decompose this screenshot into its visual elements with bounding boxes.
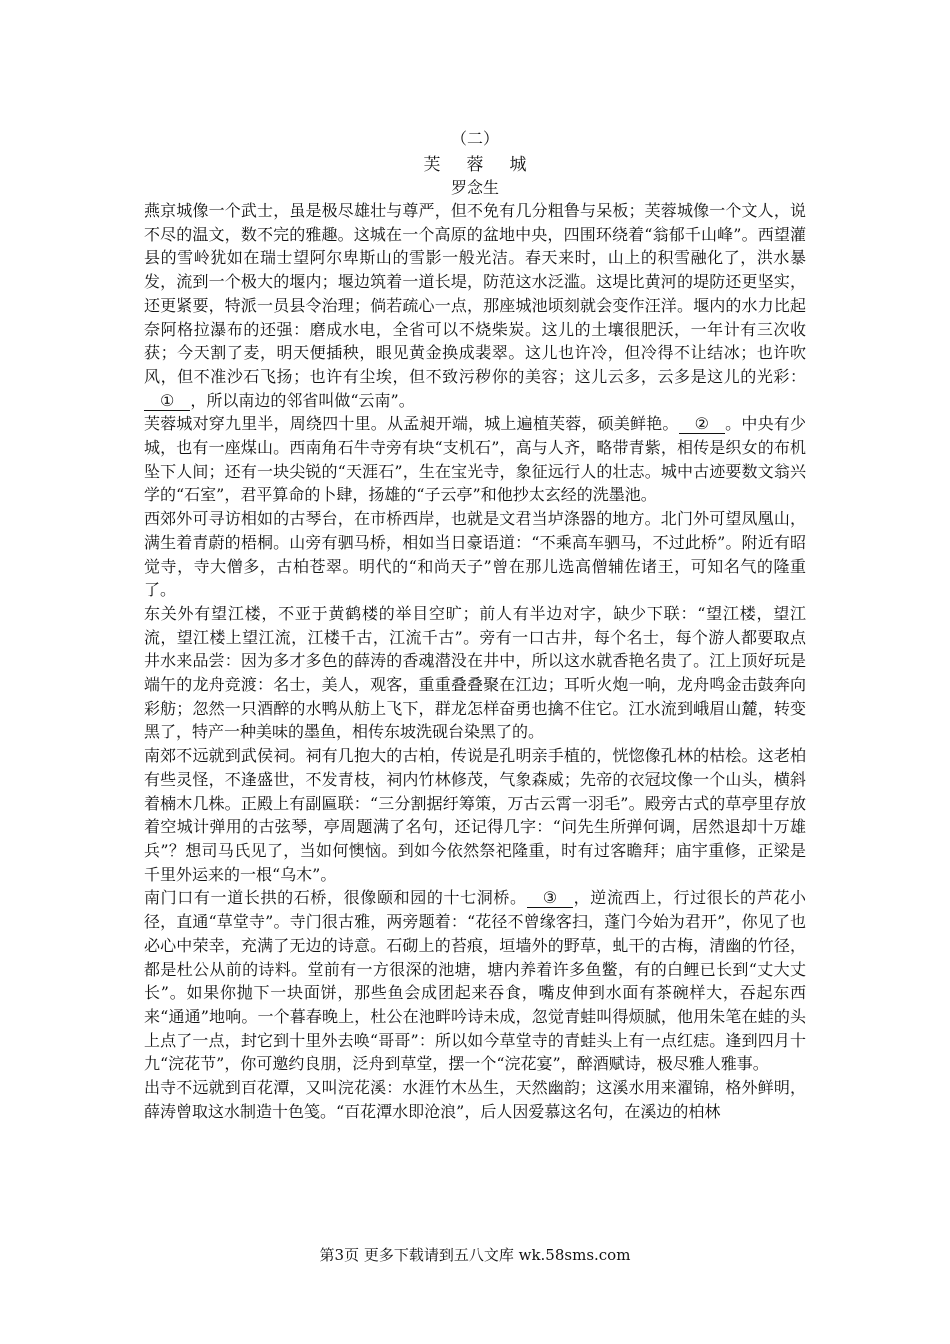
paragraph: 芙蓉城对穿九里半，周绕四十里。从孟昶开端，城上遍植芙蓉，硕美鲜艳。 ② 。中央有少城，也有一座煤山。西南角石牛寺旁有块“支机石”，高与人齐，略带青紫，相传是织女的布机坠下人间；还有一块尖锐的“天涯石”，生在宝光寺，象征远行人的壮志。城中古迹要数文翁兴学的“石室”，君平算命的卜肆，扬雄的“子云亭”和他抄太玄经的洗墨池。 <box>144 414 806 505</box>
page-footer: 第3页 更多下载请到五八文库 wk.58sms.com <box>319 1246 631 1264</box>
section-number: （二） <box>450 129 499 148</box>
paragraph: 东关外有望江楼，不亚于黄鹤楼的举目空旷；前人有半边对字，缺少下联：“望江楼，望江流，望江楼上望江流，江楼千古，江流千古”。旁有一口古井，每个名士，每个游人都要取点井水来品尝：因为多才多色的薛涛的香魂潜没在井中，所以这水就香艳名贵了。江上顶好玩是端午的龙舟竞渡：名士，美人，观客，重重叠叠聚在江边；耳听火炮一响，龙舟鸣金击鼓奔向彩舫；忽然一只酒醉的水鸭从舫上飞下，群龙怎样奋勇也擒不住它。江水流到峨眉山麓，转变黑了，特产一种美味的墨鱼，相传东坡洗砚台染黑了的。 <box>144 603 806 742</box>
paragraph: 南郊不远就到武侯祠。祠有几抱大的古柏，传说是孔明亲手植的，恍惚像孔林的枯桧。这老柏有些灵怪，不逢盛世，不发青枝，祠内竹林修茂，气象森威；先帝的衣冠坟像一个山头，横斜着楠木几株。正殿上有副匾联：“三分割据纡筹策，万古云霄一羽毛”。殿旁古式的草亭里存放着空城计弹用的古弦琴，亭周题满了名句，还记得几字：“问先生所弹何调，居然退却十万雄兵”？想司马氏见了，当如何懊恼。到如今依然祭祀隆重，时有过客瞻拜；庙宇重修，正梁是千里外运来的一根“乌木”。 <box>144 746 806 884</box>
article-title: 芙蓉城 <box>423 155 553 175</box>
fill-in-blank: ① <box>144 392 190 411</box>
fill-in-blank: ② <box>679 415 725 434</box>
article-author: 罗念生 <box>450 178 499 197</box>
article-body <box>144 199 806 1123</box>
paragraph: 燕京城像一个武士，虽是极尽雄壮与尊严，但不免有几分粗鲁与呆板；芙蓉城像一个文人，说不尽的温文，数不完的雅趣。这城在一个高原的盆地中央，四围环绕着“翁郁千山峰”。西望灌县的雪岭犹如在瑞士望阿尔卑斯山的雪影一般光洁。春天来时，山上的积雪融化了，洪水暴发，流到一个极大的堰内；堰边筑着一道长堤，防范这水泛滥。这堤比黄河的堤防还更坚实，还更紧要，特派一员县令治理；倘若疏心一点，那座城池顷刻就会变作汪洋。堰内的水力比起奈阿格拉瀑布的还强：磨成水电，全省可以不烧柴炭。这儿的土壤很肥沃，一年计有三次收获；今天割了麦，明天便插秧，眼见黄金换成裴翠。这儿也许冷，但冷得不让结冰；也许吹风，但不准沙石飞扬；也许有尘埃，但不致污秽你的美容；这儿云多，云多是这儿的光彩：① ，所以南边的邻省叫做“云南”。 <box>144 201 806 410</box>
paragraph: 西郊外可寻访相如的古琴台，在市桥西岸，也就是文君当垆涤器的地方。北门外可望凤凰山，满生着青蔚的梧桐。山旁有驷马桥，相如当日豪语道：“不乘高车驷马，不过此桥”。附近有昭觉寺，寺大僧多，古柏苍翠。明代的“和尚天子”曾在那儿选高僧辅佐诸王，可知名气的隆重了。 <box>144 509 806 600</box>
paragraph: 出寺不远就到百花潭，又叫浣花溪：水涯竹木丛生，天然幽韵；这溪水用来濯锦，格外鲜明，薛涛曾取这水制造十色笺。“百花潭水即沧浪”，后人因爱慕这名句，在溪边的柏林 <box>144 1078 806 1121</box>
fill-in-blank: ③ <box>527 889 573 908</box>
paragraph: 南门口有一道长拱的石桥，很像颐和园的十七洞桥。 ③ ，逆流西上，行过很长的芦花小径，直通“草堂寺”。寺门很古雅，两旁题着：“花径不曾缘客扫，蓬门今始为君开”，你见了也必心中荣幸，充满了无边的诗意。石砌上的苔痕，垣墙外的野草，虬干的古梅，清幽的竹径，都是杜公从前的诗料。堂前有一方很深的池塘，塘内养着许多鱼鳖，有的白鲤已长到“丈大丈长”。如果你抛下一块面饼，那些鱼会成团起来吞食，嘴皮伸到水面有茶碗样大，吞起东西来“通通”地响。一个暮春晚上，杜公在池畔吟诗未成，忽觉青蛙叫得烦腻，他用朱笔在蛙的头上点了一点，封它到十里外去唤“哥哥”：所以如今草堂寺的青蛙头上有一点红痣。逢到四月十九“浣花节”，你可邀约良朋，泛舟到草堂，摆一个“浣花宴”，醉酒赋诗，极尽雅人雅事。 <box>144 888 806 1074</box>
